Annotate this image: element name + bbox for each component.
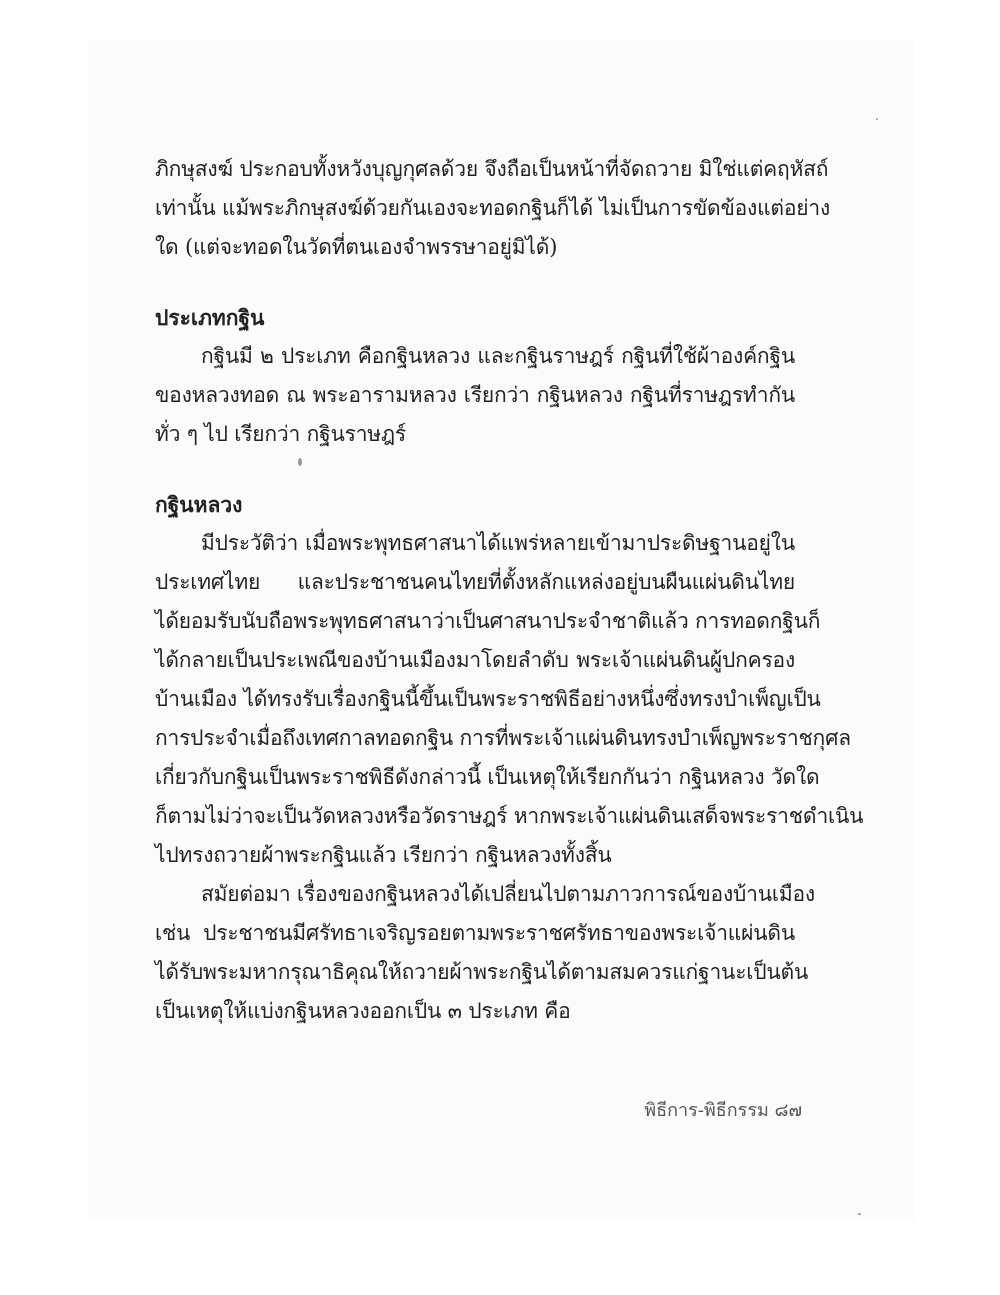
text-line: ของหลวงทอด ณ พระอารามหลวง เรียกว่า กฐินหลวง กฐินที่ราษฎรทำกัน (155, 383, 795, 407)
text-line: ไปทรงถวายผ้าพระกฐินแล้ว เรียกว่า กฐินหลวงทั้งสิ้น (155, 843, 612, 867)
text-line: ทั่ว ๆ ไป เรียกว่า กฐินราษฎร์ (155, 422, 406, 446)
text-line: ก็ตามไม่ว่าจะเป็นวัดหลวงหรือวัดราษฎร์ หากพระเจ้าแผ่นดินเสด็จพระราชดำเนิน (155, 804, 864, 828)
scan-speck (876, 118, 878, 120)
text-line: ใด (แต่จะทอดในวัดที่ตนเองจำพรรษาอยู่มิได้) (155, 235, 558, 259)
text-line: การประจำเมื่อถึงเทศกาลทอดกฐิน การที่พระเจ้าแผ่นดินทรงบำเพ็ญพระราชกุศล (155, 726, 851, 750)
paragraph-kathin-types (155, 337, 795, 454)
text-line: ภิกษุสงฆ์ ประกอบทั้งหวังบุญกุศลด้วย จึงถือเป็นหน้าที่จัดถวาย มิใช่แต่คฤหัสถ์ (155, 157, 829, 181)
section-heading-royal-kathin: กฐินหลวง (155, 492, 243, 517)
text-line: ได้ยอมรับนับถือพระพุทธศาสนาว่าเป็นศาสนาประจำชาติแล้ว การทอดกฐินก็ (155, 609, 821, 633)
text-line: ได้กลายเป็นประเพณีของบ้านเมืองมาโดยลำดับ พระเจ้าแผ่นดินผู้ปกครอง (155, 648, 795, 672)
text-line: มีประวัติว่า เมื่อพระพุทธศาสนาได้แพร่หลายเข้ามาประดิษฐานอยู่ใน (201, 531, 795, 555)
text-line: ได้รับพระมหากรุณาธิคุณให้ถวายผ้าพระกฐินได้ตามสมควรแก่ฐานะเป็นต้น (155, 960, 809, 984)
scan-speck (298, 458, 302, 466)
text-line: เกี่ยวกับกฐินเป็นพระราชพิธีดังกล่าวนี้ เป็นเหตุให้เรียกกันว่า กฐินหลวง วัดใด (155, 765, 820, 789)
text-line: เท่านั้น แม้พระภิกษุสงฆ์ด้วยกันเองจะทอดกฐินก็ได้ ไม่เป็นการขัดข้องแต่อย่าง (155, 196, 831, 220)
text-line: เป็นเหตุให้แบ่งกฐินหลวงออกเป็น ๓ ประเภท คือ (155, 999, 571, 1023)
paragraph-later-period (155, 875, 815, 1031)
paragraph-royal-history (155, 524, 864, 875)
text-line: เช่น ประชาชนมีศรัทธาเจริญรอยตามพระราชศรัทธาของพระเจ้าแผ่นดิน (155, 921, 795, 945)
section-heading-kathin-types: ประเภทกฐิน (155, 305, 265, 330)
text-line: สมัยต่อมา เรื่องของกฐินหลวงได้เปลี่ยนไปตามภาวการณ์ของบ้านเมือง (201, 882, 815, 906)
document-body (155, 150, 864, 1031)
text-line: บ้านเมือง ได้ทรงรับเรื่องกฐินนี้ขึ้นเป็นพระราชพิธีอย่างหนึ่งซึ่งทรงบำเพ็ญเป็น (155, 687, 821, 711)
paragraph-intro (155, 150, 831, 267)
page-footer: พิธีการ-พิธีกรรม ๘๗ (644, 1100, 802, 1121)
text-line: ประเทศไทย และประชาชนคนไทยที่ตั้งหลักแหล่งอยู่บนผืนแผ่นดินไทย (155, 570, 795, 594)
text-line: กฐินมี ๒ ประเภท คือกฐินหลวง และกฐินราษฎร์ กฐินที่ใช้ผ้าองค์กฐิน (201, 344, 795, 368)
scan-speck (858, 1213, 861, 1215)
